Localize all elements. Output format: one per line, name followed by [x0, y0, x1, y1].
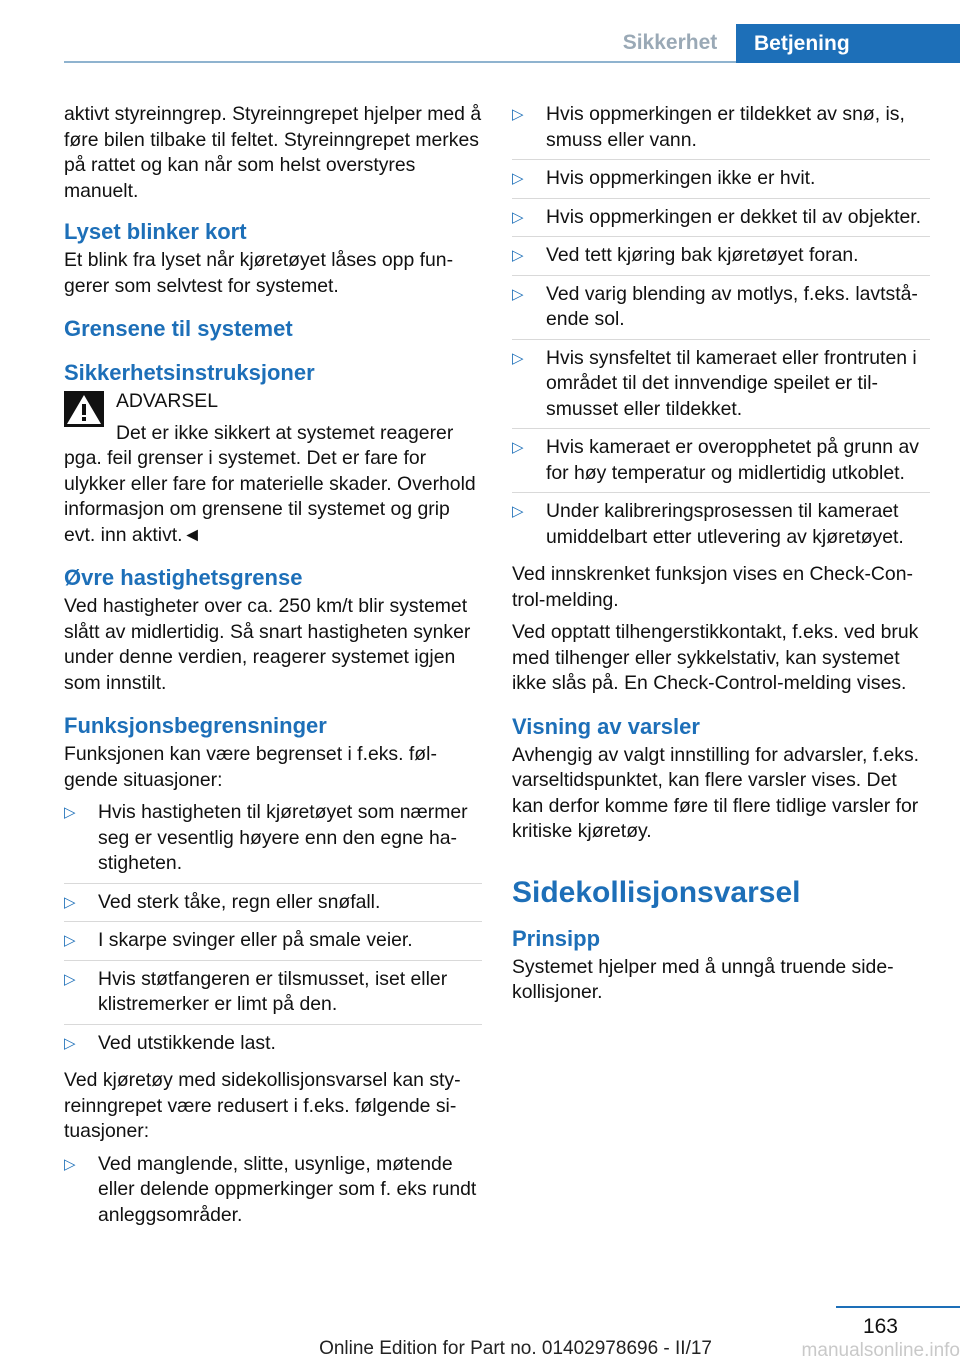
- triangle-bullet-icon: ▷: [512, 106, 524, 123]
- tab-betjening[interactable]: Betjening: [736, 24, 960, 63]
- triangle-bullet-icon: ▷: [64, 804, 76, 821]
- prinsipp-paragraph: Systemet hjelper med å unngå truende sidekollisjoner.: [512, 955, 894, 1003]
- triangle-bullet-icon: ▷: [64, 1155, 76, 1173]
- triangle-bullet-icon: ▷: [512, 503, 524, 520]
- ovre-heading: Øvre hastighetsgrense: [64, 565, 303, 590]
- triangle-bullet-icon: ▷: [64, 932, 76, 949]
- list-item: ▷ Ved tett kjøring bak kjøretøyet foran.: [512, 243, 930, 276]
- sikkerhet-heading: Sikkerhetsinstruksjoner: [64, 360, 315, 385]
- warning-text: Det er ikke sikkert at systemet reagerer pga. feil grenser i systemet. Det er fare for ulykker eller fare for materielle skader. Overhold informasjon om grensene til systemet og grip evt. inn aktivt.◄: [64, 421, 476, 546]
- triangle-bullet-icon: ▷: [64, 970, 76, 988]
- lyset-paragraph: Et blink fra lyset når kjøretøyet låses opp fungerer som selvtest for systemet.: [64, 249, 454, 297]
- limitations-list: [64, 800, 482, 1062]
- triangle-bullet-icon: ▷: [512, 349, 524, 367]
- list-item: ▷ Hvis støtfangeren er tilsmusset, iset eller klistremerker er limt på den.: [64, 967, 482, 1025]
- warning-title: ADVARSEL: [116, 390, 219, 412]
- left-column: [64, 102, 482, 1240]
- triangle-bullet-icon: ▷: [512, 439, 524, 456]
- marking-list: [64, 1152, 482, 1235]
- prinsipp-heading: Prinsipp: [512, 925, 601, 951]
- footer-rule: [836, 1306, 960, 1308]
- list-item: ▷ Ved utstikkende last.: [64, 1031, 482, 1063]
- check-control-paragraph: Ved innskrenket funksjon vises en Check-Control-melding.: [512, 563, 913, 611]
- visning-paragraph: Avhengig av valgt innstilling for advarsler, f.eks. varseltidspunktet, kan flere varsler vises. Det kan derfor komme føre til flere tidlige varsler for kritiske kjøretøy.: [512, 743, 920, 842]
- list-item: ▷ I skarpe svinger eller på smale veier.: [64, 928, 482, 961]
- trailer-paragraph: Ved opptatt tilhengerstikkontakt, f.eks. ved bruk med tilhenger eller sykkelstativ, kan systemet ikke slås på. En Check-Control-melding vises.: [512, 621, 919, 694]
- triangle-bullet-icon: ▷: [512, 170, 524, 187]
- triangle-bullet-icon: ▷: [512, 285, 524, 303]
- triangle-bullet-icon: ▷: [512, 247, 524, 264]
- triangle-bullet-icon: ▷: [64, 1034, 76, 1052]
- warning-block: [64, 389, 482, 415]
- list-item: ▷ Hvis oppmerkingen er tildekket av snø, is, smuss eller vann.: [512, 102, 930, 160]
- tab-sikkerhet[interactable]: Sikkerhet: [622, 30, 718, 54]
- visning-heading: Visning av varsler: [512, 713, 700, 739]
- list-item: ▷ Hvis kameraet er overopphetet på grunn av for høy temperatur og midlertidig utkoblet.: [512, 435, 930, 493]
- triangle-bullet-icon: ▷: [64, 893, 76, 911]
- sidekollisjon-heading: Sidekollisjonsvarsel: [512, 875, 801, 909]
- list-item: ▷ Under kalibreringsprosessen til kameraet umiddelbart etter utlevering av kjøretøyet.: [512, 500, 904, 548]
- warning-triangle-icon: [64, 391, 104, 427]
- list-item: ▷ Ved varig blending av motlys, f.eks. lavtstående sol.: [512, 282, 930, 340]
- list-item: ▷ Ved manglende, slitte, usynlige, møtende eller delende oppmerkinger som f. eks rundt anleggsområder.: [64, 1152, 477, 1226]
- ovre-paragraph: Ved hastigheter over ca. 250 km/t blir systemet slått av midlertidig. Så snart hastigheten synker under denne verdien, reagerer systemet igjen som innstilt.: [64, 595, 471, 694]
- sidekoll-paragraph: Ved kjøretøy med sidekollisjonsvarsel kan styreinngrepet være redusert i f.eks. følgende situasjoner:: [64, 1069, 461, 1142]
- list-item: ▷ Hvis hastigheten til kjøretøyet som nærmer seg er vesentlig høyere enn den egne hastigheten.: [64, 800, 482, 884]
- funksjon-heading: Funksjonsbegrensninger: [64, 713, 327, 738]
- funksjon-paragraph: Funksjonen kan være begrenset i f.eks. følgende situasjoner:: [64, 743, 437, 791]
- watermark: manualsonline.info: [801, 1340, 960, 1361]
- lyset-heading: Lyset blinker kort: [64, 219, 247, 244]
- triangle-bullet-icon: ▷: [512, 208, 524, 226]
- list-item: ▷ Hvis oppmerkingen ikke er hvit.: [512, 166, 930, 199]
- list-item: ▷ Ved sterk tåke, regn eller snøfall.: [64, 890, 482, 923]
- marking-conditions-list: [512, 102, 930, 556]
- list-item: ▷ Hvis synsfeltet til kameraet eller frontruten i området til det innvendige speilet er tilsmusset eller tildekket.: [512, 346, 930, 430]
- list-item: ▷ Hvis oppmerkingen er dekket til av objekter.: [512, 205, 930, 238]
- grensene-heading: Grensene til systemet: [64, 316, 293, 341]
- page-number: 163: [862, 1315, 898, 1338]
- intro-paragraph: aktivt styreinngrep. Styreinngrepet hjelper med å føre bilen tilbake til feltet. Styreinngrepet merkes på rattet og kan når som helst overstyres manuelt.: [64, 103, 482, 202]
- right-column: [512, 102, 930, 1013]
- edition-footer: Online Edition for Part no. 01402978696 - II/17: [319, 1338, 712, 1359]
